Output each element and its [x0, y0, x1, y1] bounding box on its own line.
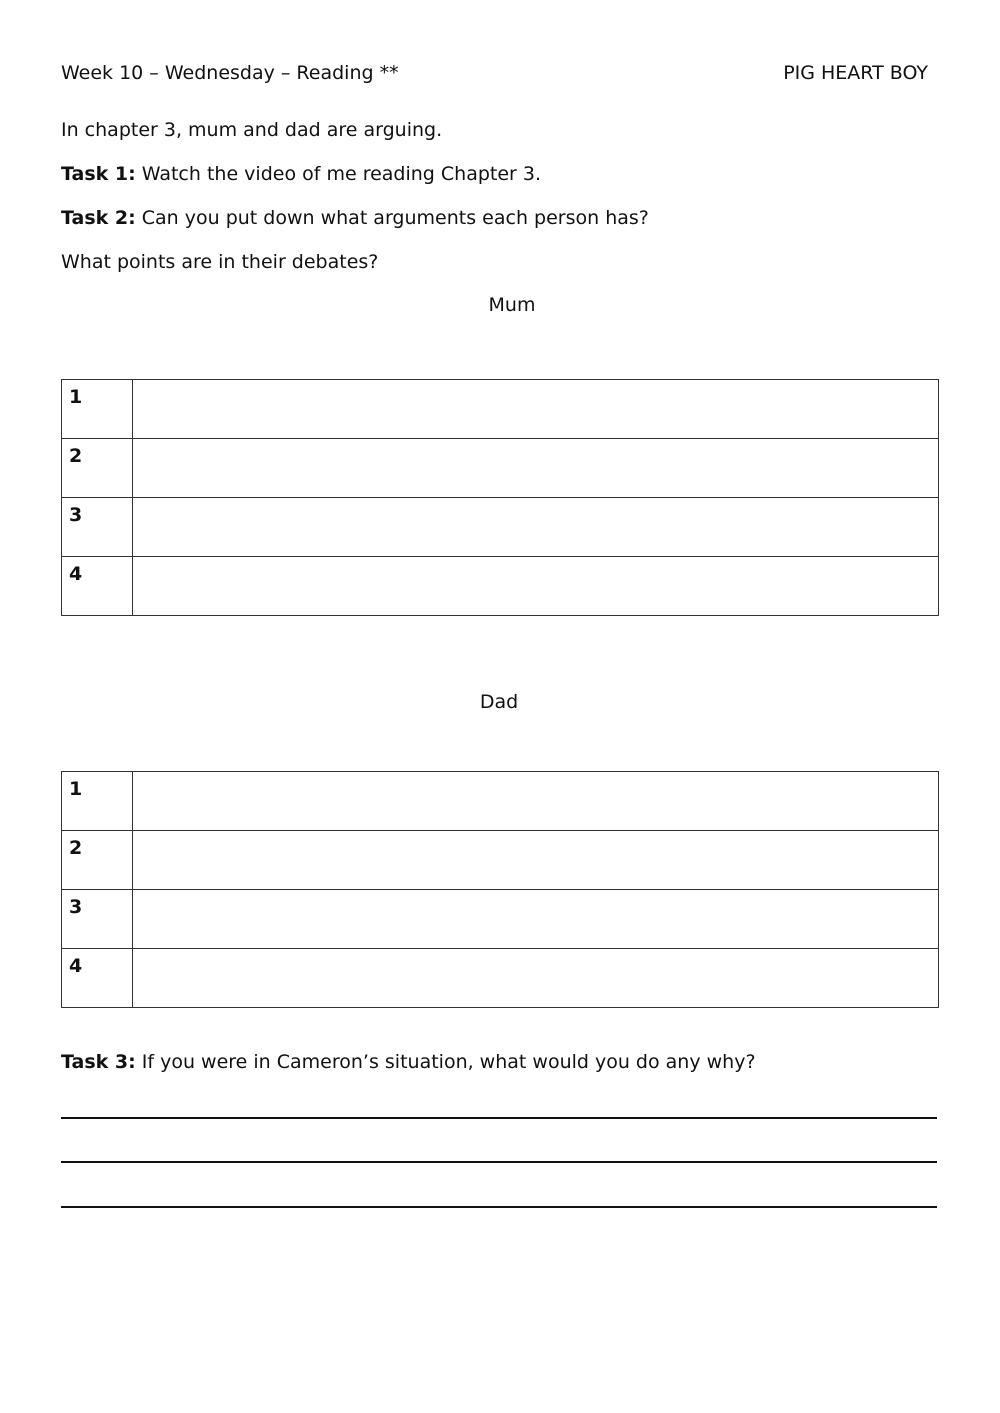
task-2-text: Can you put down what arguments each person has? — [135, 207, 649, 229]
answer-cell[interactable] — [133, 949, 939, 1008]
answer-cell[interactable] — [133, 439, 939, 498]
answer-cell[interactable] — [133, 380, 939, 439]
mum-heading: Mum — [488, 294, 536, 316]
table-row — [62, 439, 939, 498]
answer-line[interactable] — [61, 1206, 937, 1208]
row-number: 1 — [62, 772, 133, 831]
row-number: 4 — [62, 557, 133, 616]
dad-heading: Dad — [479, 691, 519, 713]
answer-line[interactable] — [61, 1161, 937, 1163]
book-title: PIG HEART BOY — [783, 62, 928, 84]
table-row — [62, 949, 939, 1008]
answer-cell[interactable] — [133, 890, 939, 949]
table-row — [62, 380, 939, 439]
mum-table — [61, 379, 939, 616]
task-1-label: Task 1: — [61, 163, 136, 185]
header-title: Week 10 – Wednesday – Reading ** — [61, 62, 399, 84]
table-row — [62, 557, 939, 616]
answer-line[interactable] — [61, 1117, 937, 1119]
task-3-text: If you were in Cameron’s situation, what would you do any why? — [135, 1051, 756, 1073]
task-2-label: Task 2: — [61, 207, 136, 229]
row-number: 1 — [62, 380, 133, 439]
intro-text: In chapter 3, mum and dad are arguing. — [61, 119, 443, 141]
row-number: 2 — [62, 831, 133, 890]
answer-cell[interactable] — [133, 557, 939, 616]
answer-cell[interactable] — [133, 831, 939, 890]
question-text: What points are in their debates? — [61, 251, 379, 273]
task-3 — [61, 1051, 756, 1073]
task-3-label: Task 3: — [61, 1051, 136, 1073]
row-number: 4 — [62, 949, 133, 1008]
table-row — [62, 772, 939, 831]
dad-table — [61, 771, 939, 1008]
table-row — [62, 831, 939, 890]
row-number: 2 — [62, 439, 133, 498]
table-row — [62, 890, 939, 949]
task-1-text: Watch the video of me reading Chapter 3. — [135, 163, 542, 185]
answer-cell[interactable] — [133, 772, 939, 831]
table-row — [62, 498, 939, 557]
task-2 — [61, 207, 649, 229]
row-number: 3 — [62, 890, 133, 949]
answer-cell[interactable] — [133, 498, 939, 557]
task-1 — [61, 163, 541, 185]
row-number: 3 — [62, 498, 133, 557]
